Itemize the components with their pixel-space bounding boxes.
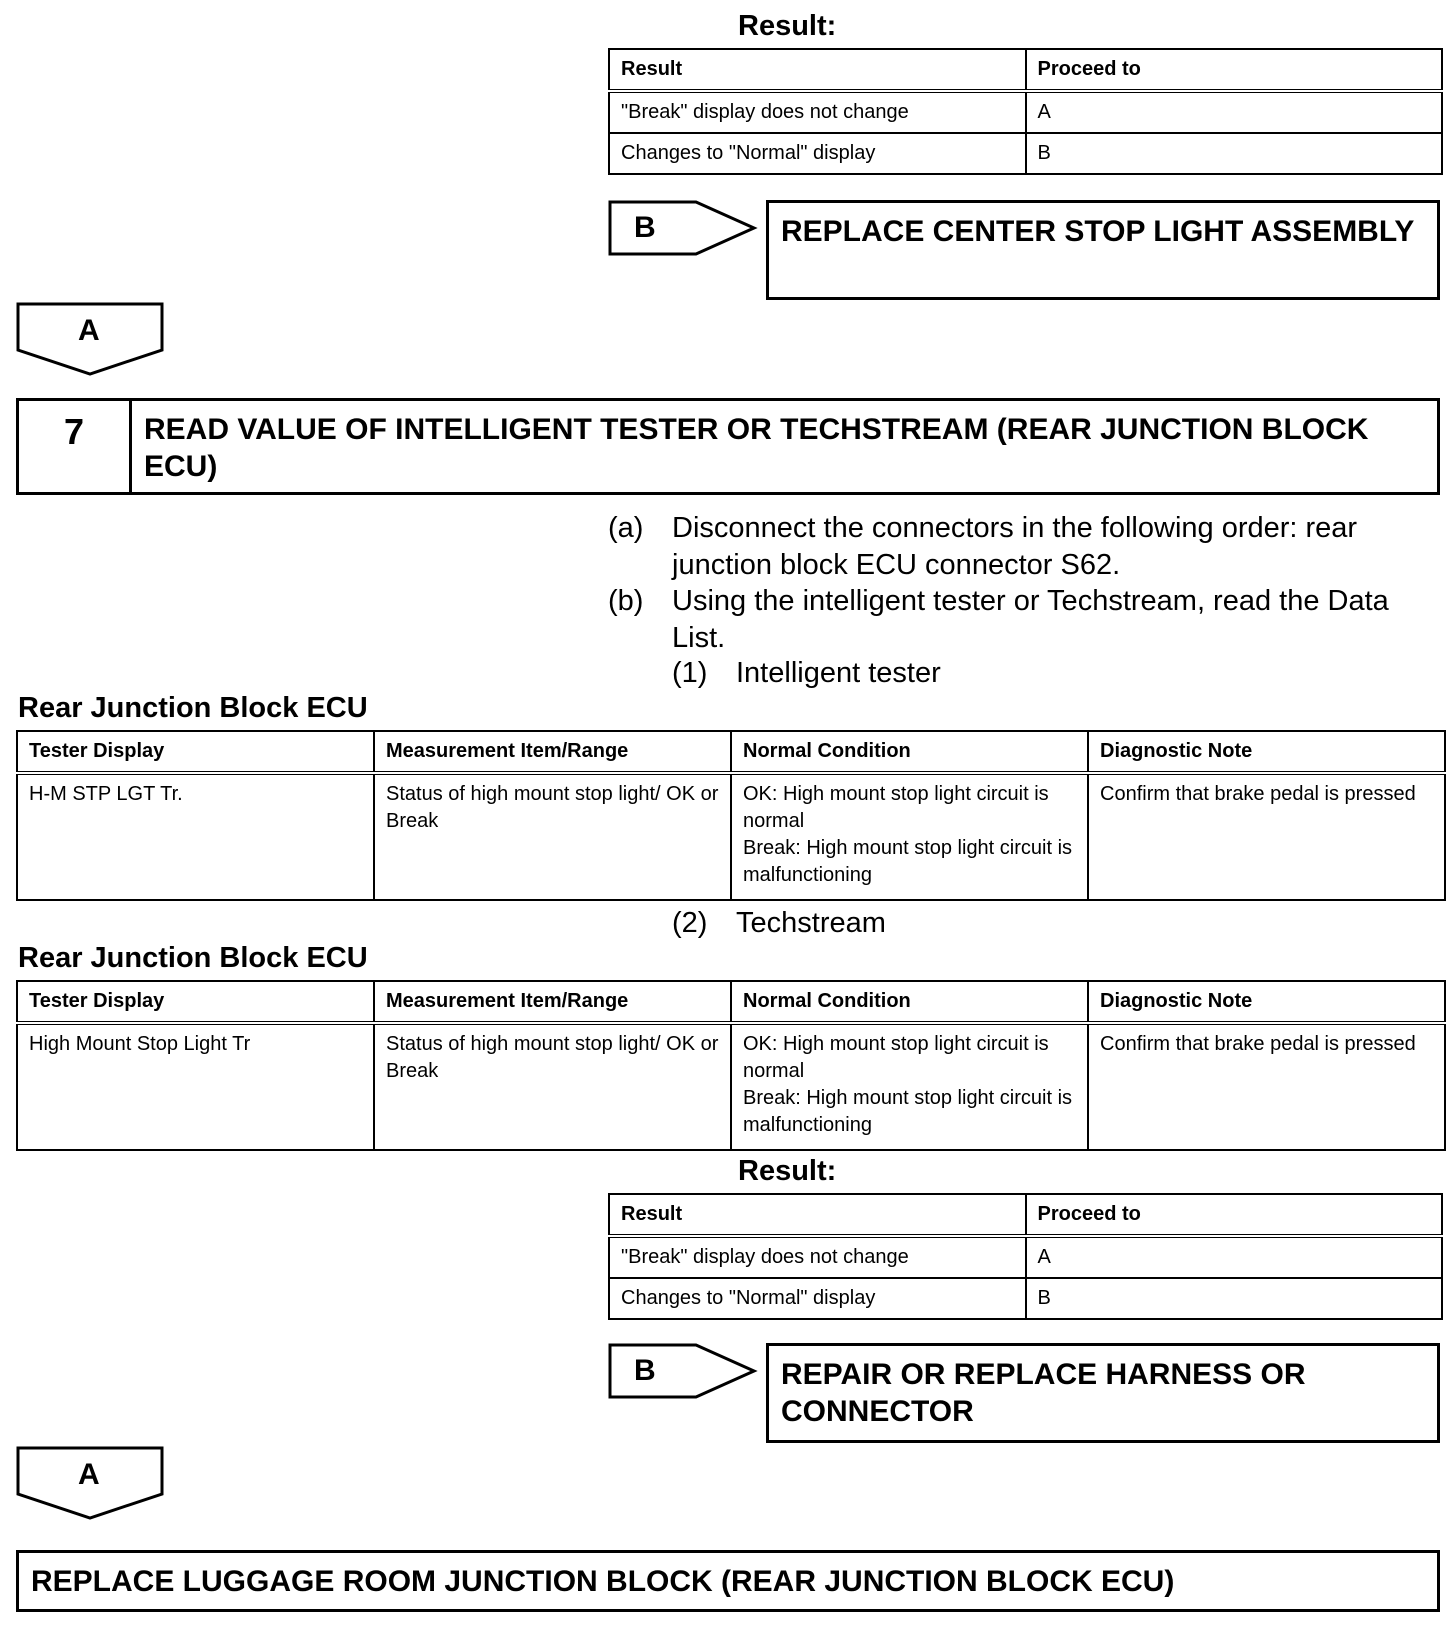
- header-measurement-item: Measurement Item/Range: [374, 981, 731, 1023]
- normal-break-text: Break: High mount stop light circuit is malfunctioning: [743, 1087, 1073, 1136]
- normal-break-text: Break: High mount stop light circuit is malfunctioning: [743, 837, 1073, 886]
- data-list-table-techstream: [16, 980, 1446, 1151]
- table-2-title: Rear Junction Block ECU: [18, 942, 368, 974]
- step-7-header: [16, 398, 1440, 495]
- table-row: [609, 1278, 1442, 1319]
- normal-condition-cell: [731, 1023, 1088, 1150]
- table-row: [17, 773, 1445, 900]
- branch-a-label: A: [78, 314, 100, 347]
- step-number: 7: [19, 401, 132, 492]
- result-table: [608, 1193, 1443, 1320]
- header-measurement-item: Measurement Item/Range: [374, 731, 731, 773]
- proceed-header: Proceed to: [1026, 1194, 1443, 1236]
- branch-b-arrow-icon: [608, 1343, 758, 1401]
- final-action-box: REPLACE LUGGAGE ROOM JUNCTION BLOCK (REAR JUNCTION BLOCK ECU): [16, 1550, 1440, 1612]
- instruction-a-text: Disconnect the connectors in the following order: rear junction block ECU connector S62.: [672, 512, 1358, 581]
- result-header: Result: [609, 49, 1026, 91]
- table-row: [609, 1236, 1442, 1278]
- branch-a-label: A: [78, 1458, 100, 1491]
- proceed-cell: A: [1026, 91, 1443, 133]
- table-row: [17, 1023, 1445, 1150]
- proceed-cell: B: [1026, 1278, 1443, 1319]
- normal-ok-text: OK: High mount stop light circuit is normal: [743, 783, 1049, 832]
- header-tester-display: Tester Display: [17, 981, 374, 1023]
- diagnostic-note-cell: Confirm that brake pedal is pressed: [1088, 773, 1445, 900]
- table-row: [609, 91, 1442, 133]
- normal-condition-cell: [731, 773, 1088, 900]
- action-box-repair-harness: REPAIR OR REPLACE HARNESS OR CONNECTOR: [766, 1343, 1440, 1443]
- header-normal-condition: Normal Condition: [731, 981, 1088, 1023]
- normal-ok-text: OK: High mount stop light circuit is normal: [743, 1033, 1049, 1082]
- instruction-a-tag: (a): [608, 512, 644, 544]
- instruction-a: [608, 510, 1438, 584]
- tester-display-cell: High Mount Stop Light Tr: [17, 1023, 374, 1150]
- sub-1-text: Intelligent tester: [736, 657, 941, 689]
- result-cell: "Break" display does not change: [609, 1236, 1026, 1278]
- instruction-b: [608, 583, 1438, 657]
- header-tester-display: Tester Display: [17, 731, 374, 773]
- table-row: [609, 133, 1442, 174]
- measurement-item-cell: Status of high mount stop light/ OK or Break: [374, 773, 731, 900]
- branch-b-label: B: [634, 211, 656, 244]
- result-cell: "Break" display does not change: [609, 91, 1026, 133]
- proceed-header: Proceed to: [1026, 49, 1443, 91]
- measurement-item-cell: Status of high mount stop light/ OK or Break: [374, 1023, 731, 1150]
- instruction-sub-1: [672, 655, 1372, 692]
- branch-b-label: B: [634, 1354, 656, 1387]
- result-title: Result:: [738, 1155, 837, 1187]
- header-normal-condition: Normal Condition: [731, 731, 1088, 773]
- table-1-title: Rear Junction Block ECU: [18, 692, 368, 724]
- data-list-table-intelligent-tester: [16, 730, 1446, 901]
- instruction-b-text: Using the intelligent tester or Techstream, read the Data List.: [672, 585, 1389, 654]
- instruction-sub-2: [672, 905, 1372, 942]
- tester-display-cell: H-M STP LGT Tr.: [17, 773, 374, 900]
- result-title: Result:: [738, 10, 837, 42]
- result-cell: Changes to "Normal" display: [609, 133, 1026, 174]
- step-title: READ VALUE OF INTELLIGENT TESTER OR TECHSTREAM (REAR JUNCTION BLOCK ECU): [144, 413, 1369, 483]
- action-box-replace-center-stop-light: REPLACE CENTER STOP LIGHT ASSEMBLY: [766, 200, 1440, 300]
- sub-2-text: Techstream: [736, 907, 886, 939]
- branch-b-arrow-icon: [608, 200, 758, 258]
- result-table: [608, 48, 1443, 175]
- sub-2-tag: (2): [672, 907, 708, 939]
- proceed-cell: A: [1026, 1236, 1443, 1278]
- result-header: Result: [609, 1194, 1026, 1236]
- proceed-cell: B: [1026, 133, 1443, 174]
- diagnostic-note-cell: Confirm that brake pedal is pressed: [1088, 1023, 1445, 1150]
- header-diagnostic-note: Diagnostic Note: [1088, 981, 1445, 1023]
- instruction-b-tag: (b): [608, 585, 644, 617]
- header-diagnostic-note: Diagnostic Note: [1088, 731, 1445, 773]
- result-cell: Changes to "Normal" display: [609, 1278, 1026, 1319]
- sub-1-tag: (1): [672, 657, 708, 689]
